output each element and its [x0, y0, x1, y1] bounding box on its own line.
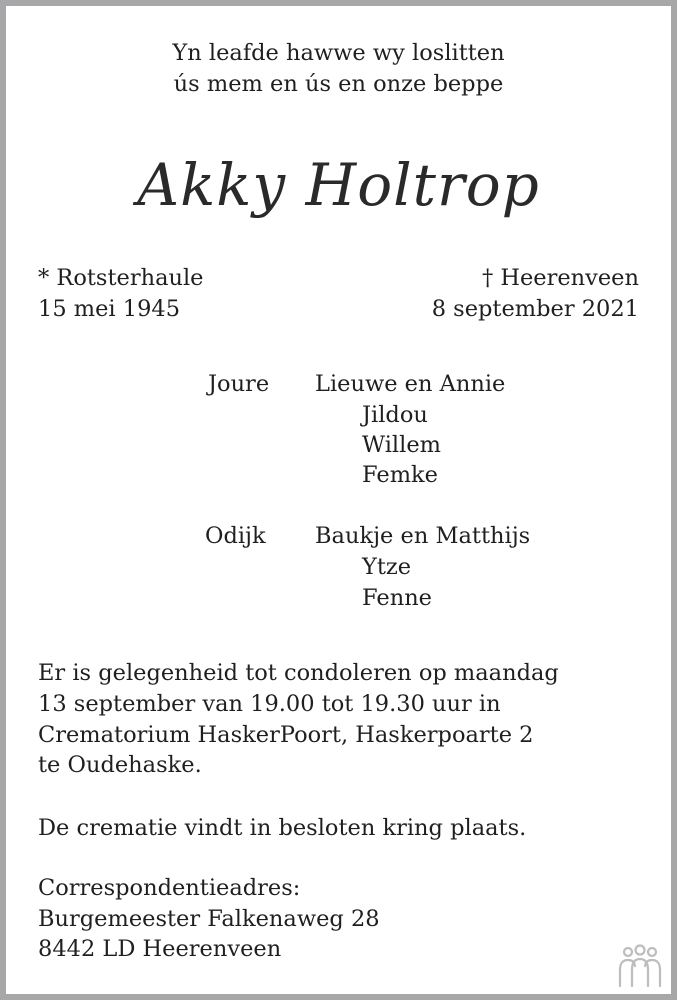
intro-line-1: Yn leafde hawwe wy loslitten: [172, 40, 505, 66]
condolence-line: 13 september van 19.00 tot 19.30 uur in: [38, 691, 501, 717]
death-date: 8 september 2021: [431, 296, 639, 322]
condolence-line: Er is gelegenheid tot condoleren op maandag: [38, 660, 559, 686]
family-parents: Lieuwe en Annie: [315, 371, 506, 397]
condolence-line: Crematorium HaskerPoort, Haskerpoarte 2: [38, 722, 534, 748]
deceased-name: Akky Holtrop: [137, 151, 540, 219]
birth-place: * Rotsterhaule: [38, 265, 204, 291]
family-child: Ytze: [362, 554, 412, 580]
family-child: Jildou: [362, 402, 428, 428]
cremation-note: De crematie vindt in besloten kring plaats.: [38, 815, 527, 841]
birth-date: 15 mei 1945: [38, 296, 181, 322]
correspondence-city: 8442 LD Heerenveen: [38, 936, 282, 962]
correspondence-street: Burgemeester Falkenaweg 28: [38, 906, 380, 932]
family-town: Joure: [208, 371, 270, 397]
condolence-line: te Oudehaske.: [38, 752, 202, 778]
family-child: Fenne: [362, 585, 432, 611]
people-group-icon: [614, 944, 666, 988]
family-child: Willem: [362, 432, 441, 458]
family-parents: Baukje en Matthijs: [315, 523, 531, 549]
intro-line-2: ús mem en ús en onze beppe: [173, 71, 504, 97]
family-town: Odijk: [205, 523, 266, 549]
correspondence-label: Correspondentieadres:: [38, 875, 301, 901]
death-place: † Heerenveen: [481, 265, 639, 291]
family-child: Femke: [362, 462, 438, 488]
